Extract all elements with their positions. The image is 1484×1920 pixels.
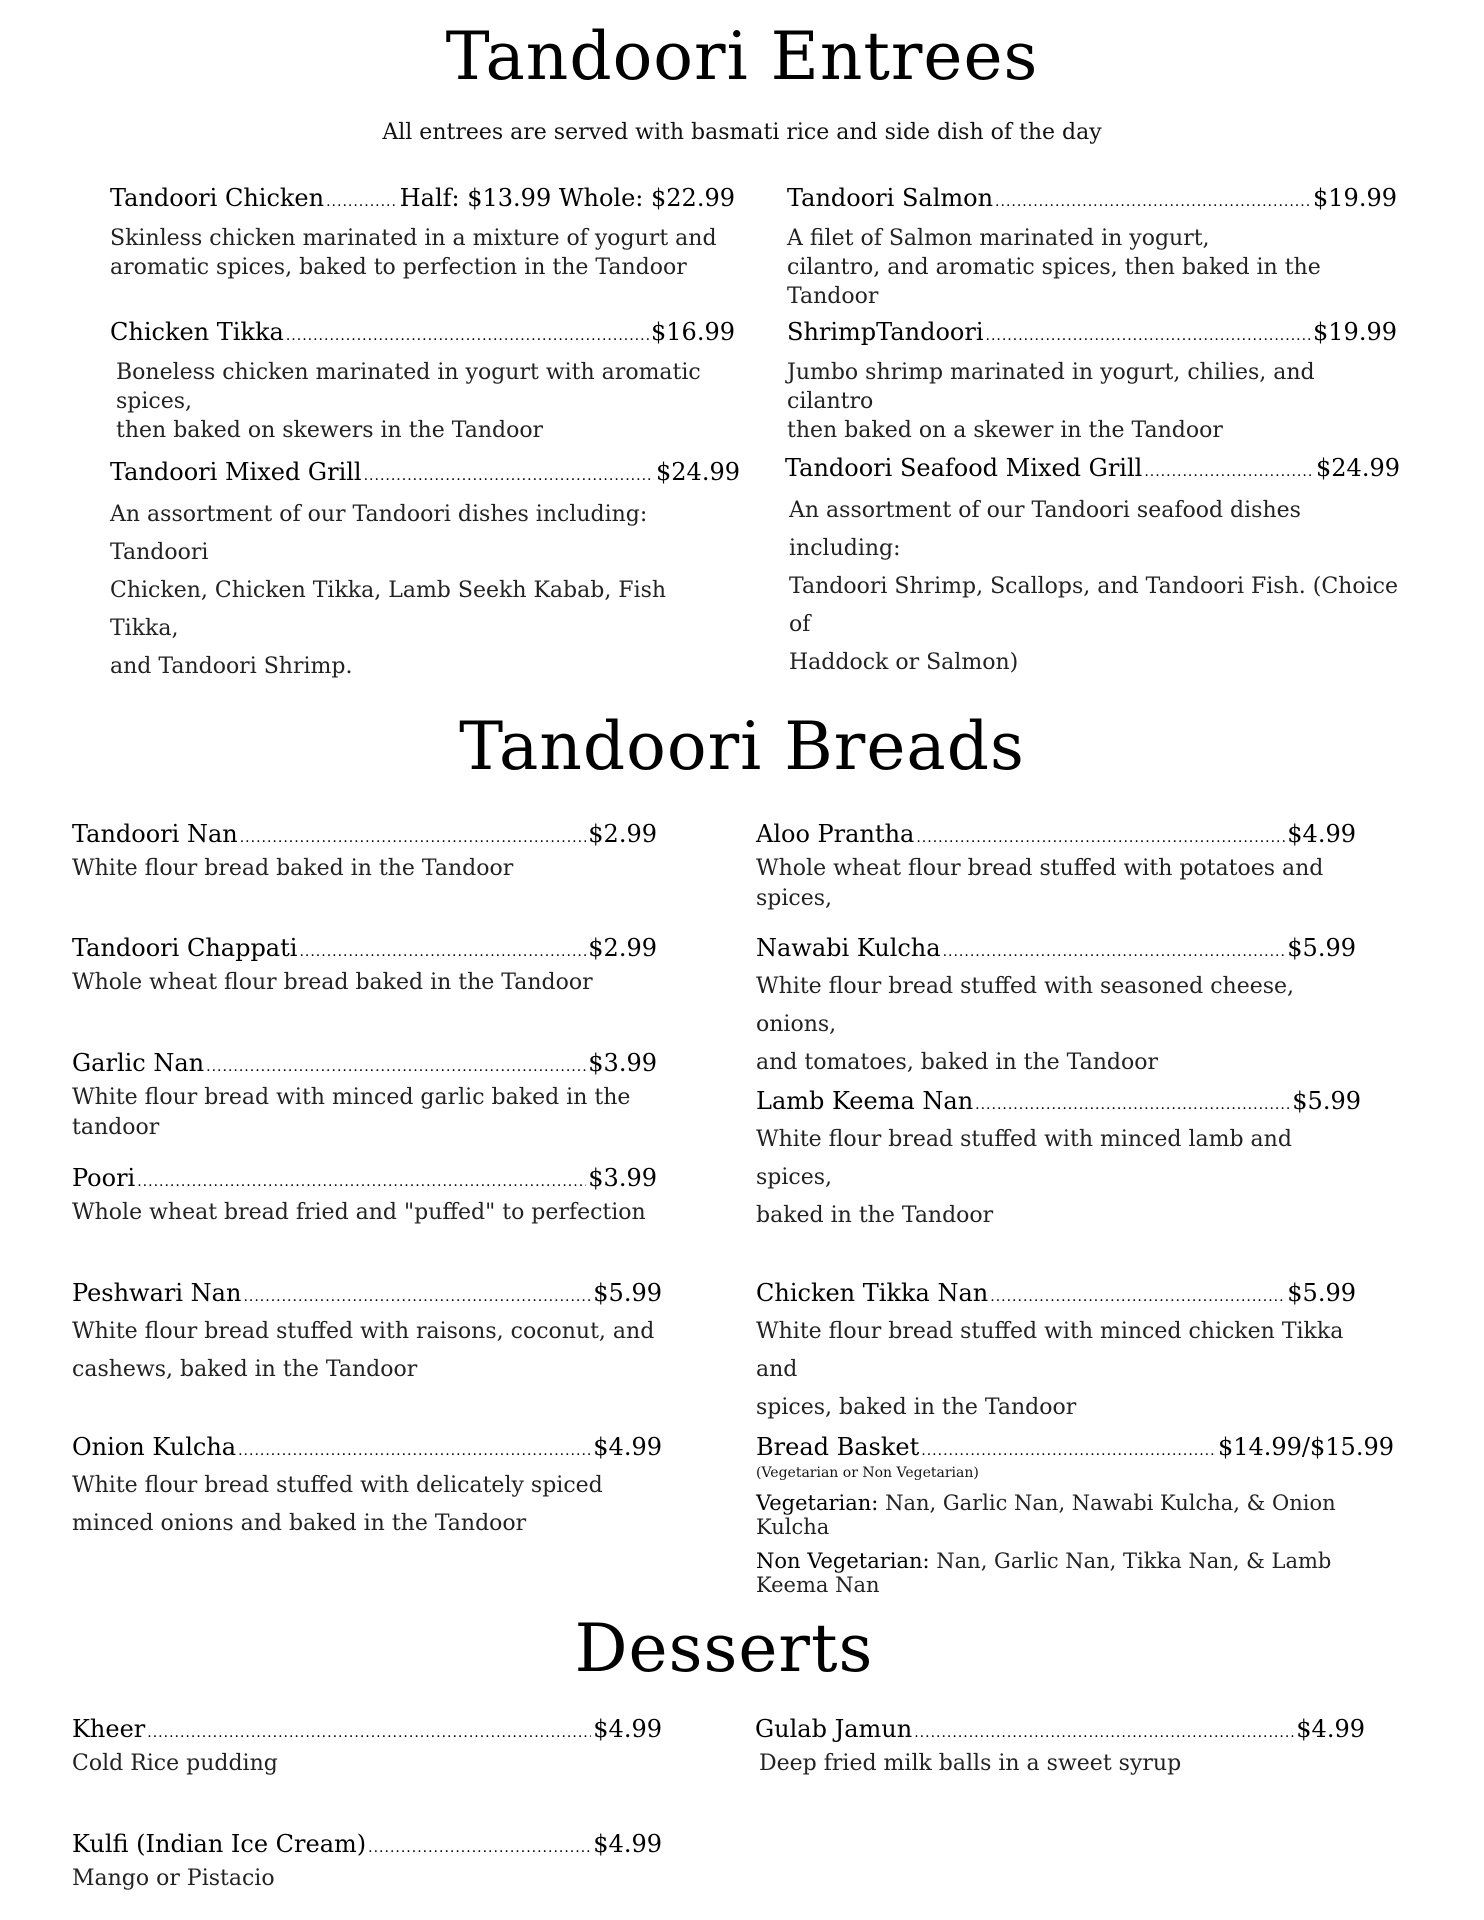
item-desc-line: White flour bread stuffed with minced lamb and spices,: [756, 1127, 1292, 1190]
item-desc-line: spices, baked in the Tandoor: [756, 1395, 1077, 1420]
item-desc-line: baked in the Tandoor: [756, 1203, 994, 1228]
menu-item-lamb-keema-nan: [756, 1087, 1361, 1235]
item-name: Tandoori Salmon: [787, 184, 994, 212]
item-desc-line: White flour bread with minced garlic baked in the tandoor: [72, 1085, 631, 1140]
item-desc-line: Whole wheat flour bread baked in the Tandoor: [72, 970, 593, 995]
item-desc-line: Skinless chicken marinated in a mixture of yogurt and: [110, 226, 717, 251]
item-price: Half: $13.99 Whole: $22.99: [399, 184, 735, 212]
item-desc-line: Whole wheat bread fried and "puffed" to perfection: [72, 1200, 646, 1225]
non-vegetarian-label: Non Vegetarian:: [756, 1549, 930, 1573]
item-name: Tandoori Chicken: [110, 184, 325, 212]
item-price: $5.99: [593, 1279, 662, 1307]
menu-item-onion-kulcha: [72, 1433, 662, 1543]
item-price: $4.99: [1296, 1715, 1365, 1743]
item-desc-line: An assortment of our Tandoori seafood dishes including:: [789, 498, 1301, 561]
item-desc-line: cilantro, and aromatic spices, then baked in the Tandoor: [787, 255, 1321, 309]
bread-basket-vegetarian: [756, 1491, 1396, 1539]
menu-item-shrimp-tandoori: [787, 318, 1397, 445]
item-desc-line: Chicken, Chicken Tikka, Lamb Seekh Kabab, Fish Tikka,: [110, 578, 667, 641]
item-price: $4.99: [593, 1830, 662, 1858]
item-desc-line: White flour bread stuffed with delicately spiced: [72, 1473, 603, 1498]
item-price: $5.99: [1287, 1279, 1356, 1307]
menu-item-poori: [72, 1164, 657, 1228]
breads-title: Tandoori Breads: [459, 708, 1025, 785]
item-desc-line: Jumbo shrimp marinated in yogurt, chilies, and cilantro: [787, 360, 1315, 414]
item-name: Bread Basket: [756, 1433, 920, 1461]
item-price: $16.99: [651, 318, 735, 346]
menu-item-kheer: [72, 1715, 662, 1779]
item-desc-line: and Tandoori Shrimp.: [110, 654, 353, 679]
menu-item-chicken-tikka: [110, 318, 735, 445]
menu-item-tandoori-mixed-grill: [110, 458, 740, 686]
desserts-title: Desserts: [574, 1610, 874, 1687]
menu-item-peshwari-nan: [72, 1279, 662, 1389]
menu-item-tandoori-nan: [72, 820, 657, 884]
item-desc-line: Tandoori Shrimp, Scallops, and Tandoori Fish. (Choice of: [789, 574, 1398, 637]
item-price: $24.99: [1316, 454, 1400, 482]
item-name: Poori: [72, 1164, 136, 1192]
item-desc-line: An assortment of our Tandoori dishes including: Tandoori: [110, 502, 648, 565]
item-name: Peshwari Nan: [72, 1279, 242, 1307]
menu-item-aloo-prantha: [756, 820, 1356, 914]
item-price: $3.99: [588, 1164, 657, 1192]
item-desc-line: Haddock or Salmon): [789, 650, 1019, 675]
item-desc-line: Whole wheat flour bread stuffed with potatoes and spices,: [756, 856, 1324, 911]
item-name: Chicken Tikka: [110, 318, 284, 346]
item-price: $4.99: [593, 1715, 662, 1743]
item-name: Kulfi (Indian Ice Cream): [72, 1830, 367, 1858]
menu-item-bread-basket: [756, 1433, 1396, 1597]
item-desc-line: cashews, baked in the Tandoor: [72, 1357, 418, 1382]
item-price: $3.99: [588, 1049, 657, 1077]
item-desc-line: White flour bread baked in the Tandoor: [72, 856, 514, 881]
menu-item-tandoori-chicken: [110, 184, 735, 282]
menu-item-garlic-nan: [72, 1049, 657, 1143]
item-price: $14.99/$15.99: [1217, 1433, 1394, 1461]
entrees-title: Tandoori Entrees: [445, 18, 1039, 95]
item-desc-line: Boneless chicken marinated in yogurt with aromatic spices,: [116, 360, 701, 414]
item-name: Chicken Tikka Nan: [756, 1279, 989, 1307]
item-name: Aloo Prantha: [756, 820, 915, 848]
item-name: Lamb Keema Nan: [756, 1087, 974, 1115]
item-desc-line: Mango or Pistacio: [72, 1866, 275, 1891]
item-price: $4.99: [1287, 820, 1356, 848]
item-name: Tandoori Seafood Mixed Grill: [785, 454, 1143, 482]
item-desc-line: then baked on a skewer in the Tandoor: [787, 418, 1223, 443]
item-desc-line: minced onions and baked in the Tandoor: [72, 1511, 527, 1536]
item-name: Tandoori Nan: [72, 820, 238, 848]
item-desc-line: then baked on skewers in the Tandoor: [116, 418, 544, 443]
item-price: $5.99: [1292, 1087, 1361, 1115]
item-name: Nawabi Kulcha: [756, 934, 941, 962]
non-vegetarian-value: Nan, Garlic Nan, Tikka Nan, & Lamb Keema Nan: [756, 1549, 1332, 1597]
vegetarian-label: Vegetarian:: [756, 1491, 879, 1515]
bread-basket-non-vegetarian: [756, 1549, 1396, 1597]
item-desc-line: A filet of Salmon marinated in yogurt,: [787, 226, 1210, 251]
item-desc-line: White flour bread stuffed with minced chicken Tikka and: [756, 1319, 1344, 1382]
item-price: $19.99: [1313, 184, 1397, 212]
item-name: Kheer: [72, 1715, 146, 1743]
item-name: Tandoori Mixed Grill: [110, 458, 362, 486]
item-price: $2.99: [588, 934, 657, 962]
entrees-subtitle: All entrees are served with basmati rice and side dish of the day: [382, 120, 1102, 145]
item-price: $5.99: [1287, 934, 1356, 962]
item-name: ShrimpTandoori: [787, 318, 984, 346]
item-desc-line: Deep fried milk balls in a sweet syrup: [759, 1751, 1182, 1776]
item-name: Tandoori Chappati: [72, 934, 298, 962]
menu-item-gulab-jamun: [755, 1715, 1365, 1779]
vegetarian-value: Nan, Garlic Nan, Nawabi Kulcha, & Onion Kulcha: [756, 1491, 1336, 1539]
item-name: Onion Kulcha: [72, 1433, 237, 1461]
item-desc-line: Cold Rice pudding: [72, 1751, 278, 1776]
item-price: $2.99: [588, 820, 657, 848]
item-name: Garlic Nan: [72, 1049, 205, 1077]
item-price: $24.99: [656, 458, 740, 486]
item-price: $4.99: [593, 1433, 662, 1461]
menu-item-tandoori-salmon: [787, 184, 1397, 311]
item-desc-line: aromatic spices, baked to perfection in the Tandoor: [110, 255, 687, 280]
menu-item-nawabi-kulcha: [756, 934, 1356, 1082]
menu-item-tandoori-seafood-mixed-grill: [785, 454, 1400, 682]
item-price: $19.99: [1313, 318, 1397, 346]
menu-item-tandoori-chappati: [72, 934, 657, 998]
item-desc-line: White flour bread stuffed with seasoned cheese, onions,: [756, 974, 1295, 1037]
menu-item-chicken-tikka-nan: [756, 1279, 1356, 1427]
item-desc-line: and tomatoes, baked in the Tandoor: [756, 1050, 1158, 1075]
bread-basket-note: (Vegetarian or Non Vegetarian): [756, 1465, 979, 1481]
menu-item-kulfi: [72, 1830, 662, 1894]
item-desc-line: White flour bread stuffed with raisons, coconut, and: [72, 1319, 655, 1344]
item-name: Gulab Jamun: [755, 1715, 913, 1743]
